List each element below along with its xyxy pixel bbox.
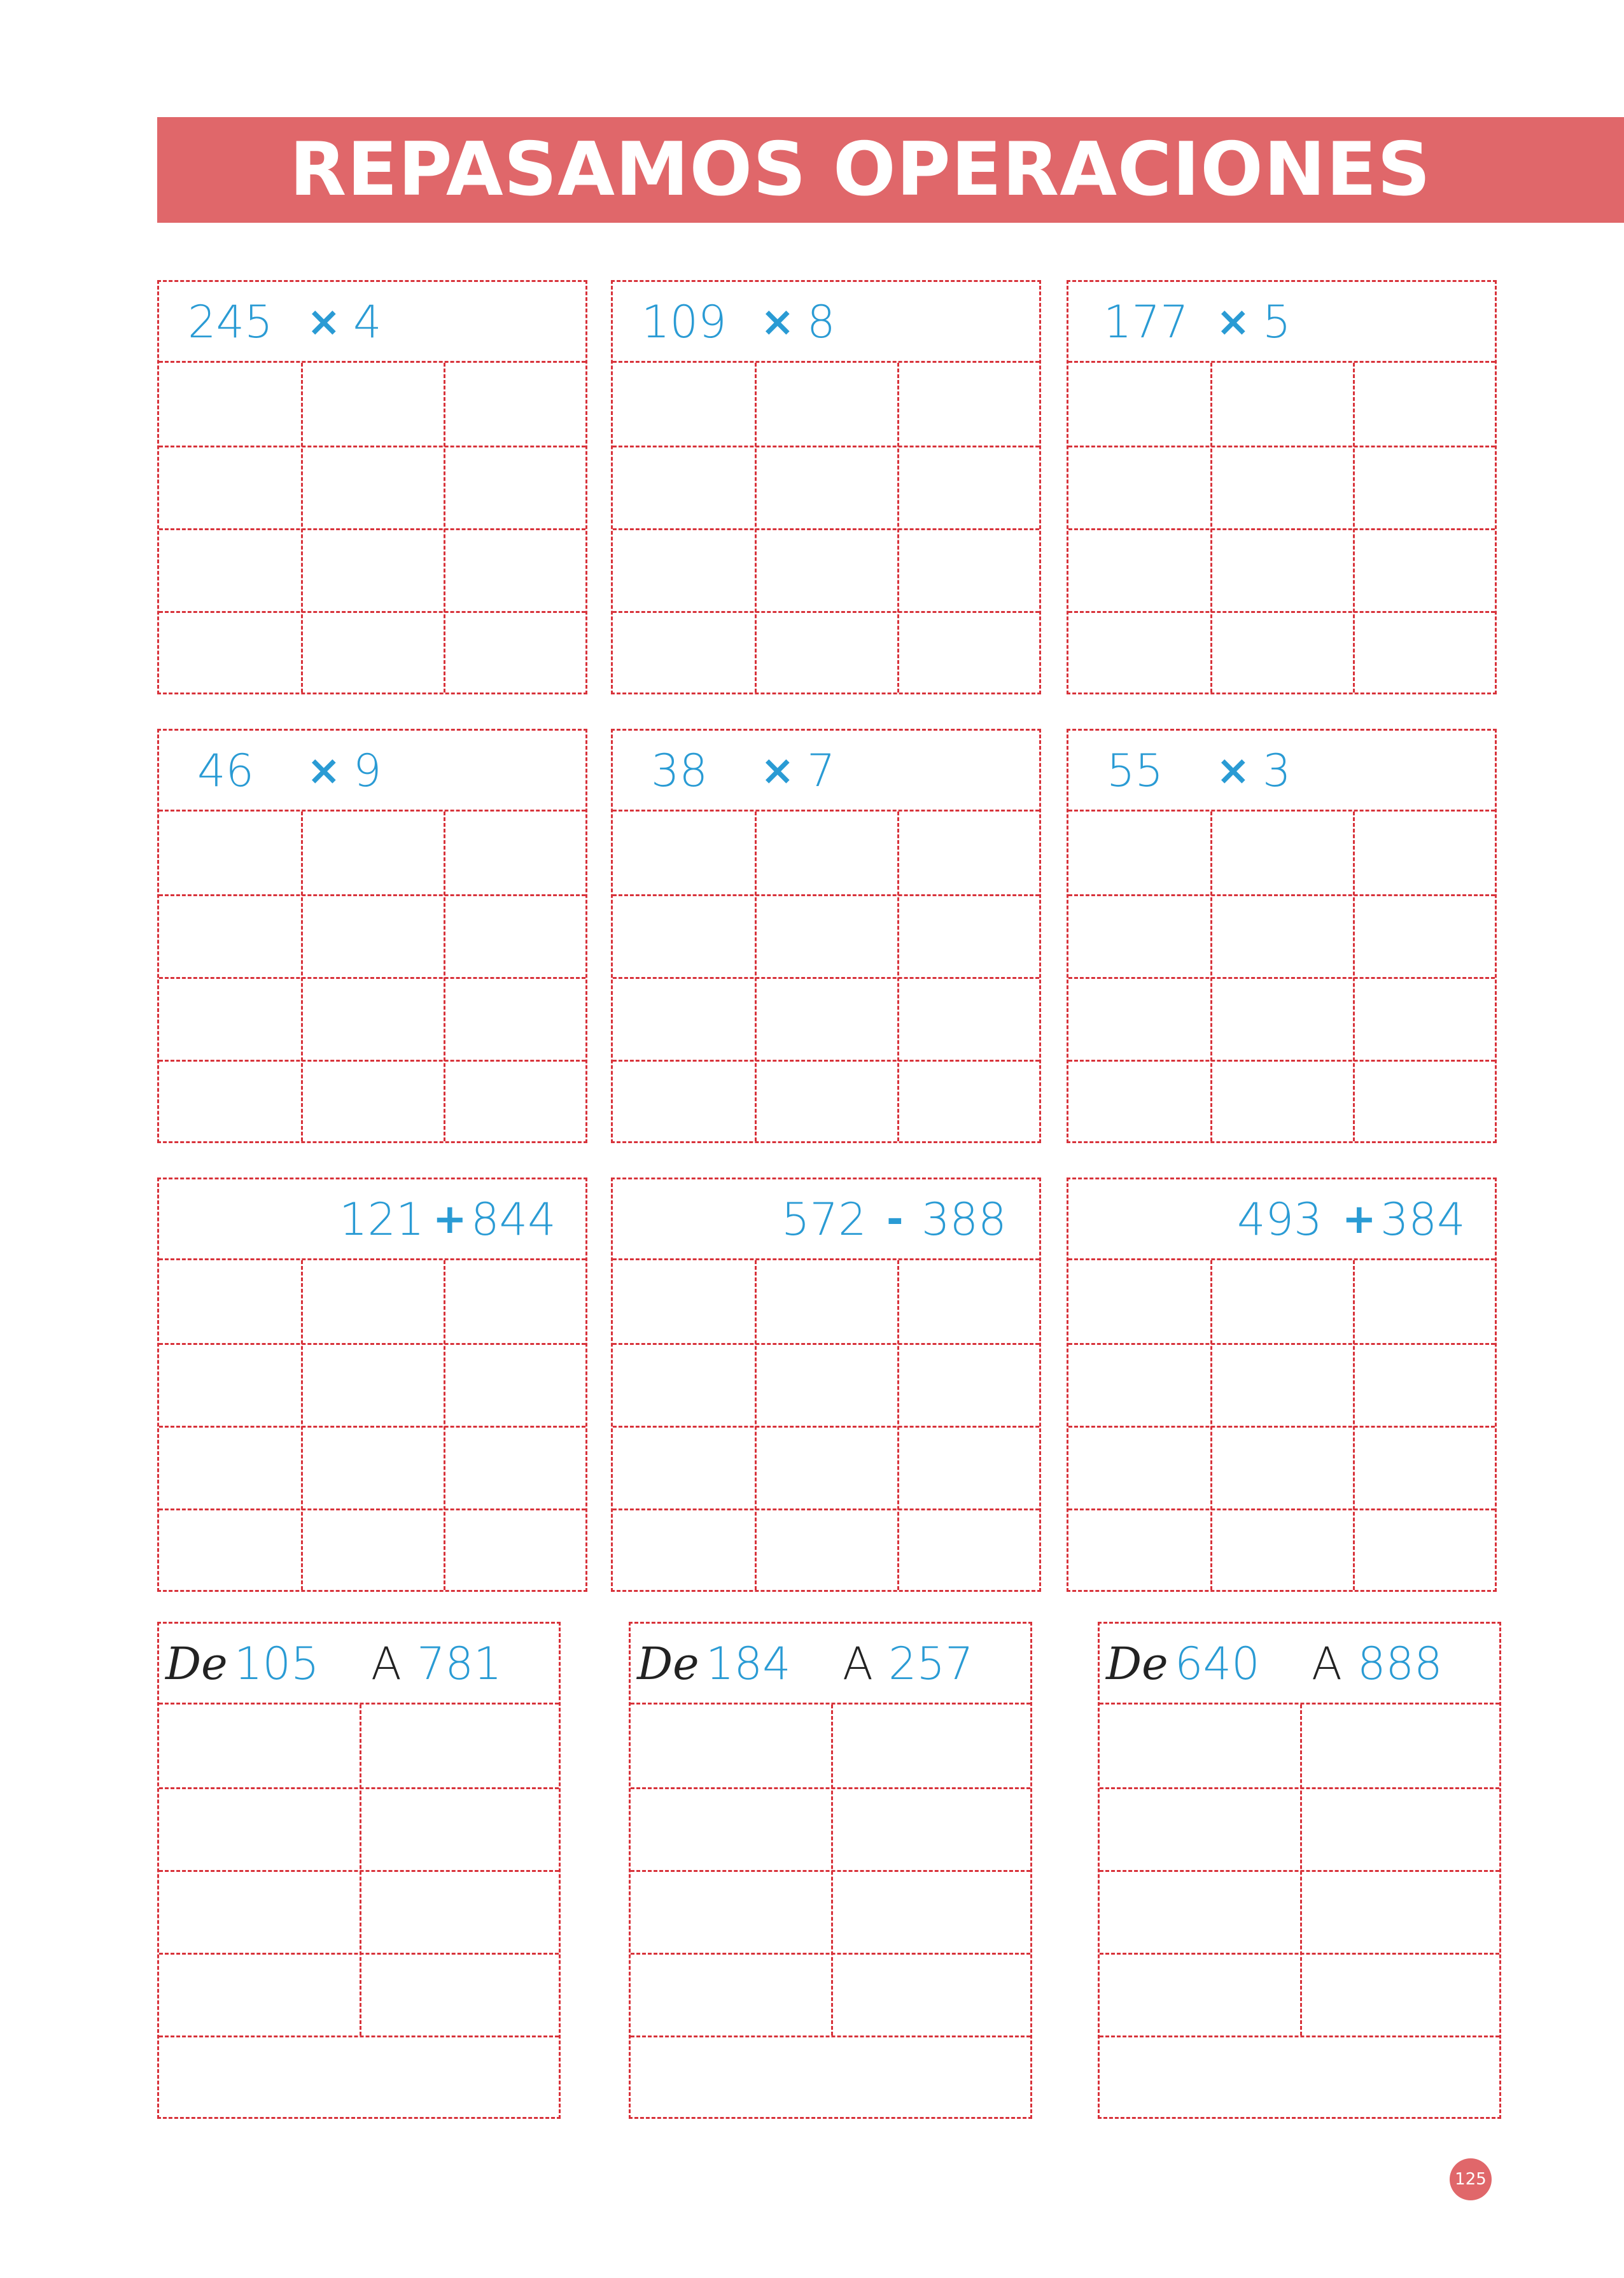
range-to: 888	[1357, 1638, 1443, 1690]
a-label: A	[843, 1638, 873, 1690]
operation-card-mult-1	[157, 280, 587, 694]
operation-card-mult-6	[1067, 729, 1497, 1143]
operand-b: 5	[1263, 296, 1291, 348]
operand-b: 3	[1263, 745, 1291, 797]
operand-a: 493	[1237, 1193, 1322, 1246]
multiply-sign: ×	[1216, 299, 1250, 346]
operand-b: 4	[353, 296, 382, 348]
operand-b: 384	[1380, 1193, 1466, 1246]
operation-card-mult-5	[611, 729, 1041, 1143]
a-label: A	[371, 1638, 402, 1690]
page-number-badge: 125	[1450, 2158, 1492, 2200]
operand-a: 121	[339, 1193, 424, 1246]
multiply-sign: ×	[307, 747, 341, 794]
operand-a: 245	[188, 296, 273, 348]
range-from: 640	[1175, 1638, 1260, 1690]
range-from: 105	[234, 1638, 319, 1690]
operand-a: 109	[641, 296, 727, 348]
operand-a: 38	[651, 745, 708, 797]
operand-a: 46	[197, 745, 255, 797]
operation-card-mult-2	[611, 280, 1041, 694]
operation-card-mult-4	[157, 729, 587, 1143]
range-to: 257	[888, 1638, 974, 1690]
operand-a: 572	[781, 1193, 867, 1246]
de-label: De	[165, 1638, 228, 1690]
range-card-2	[629, 1622, 1032, 2119]
operand-b: 8	[807, 296, 836, 348]
operand-a: 55	[1107, 745, 1164, 797]
plus-sign: +	[433, 1196, 467, 1243]
plus-sign: +	[1342, 1196, 1376, 1243]
de-label: De	[1106, 1638, 1168, 1690]
operation-card-add-1	[157, 1178, 587, 1592]
multiply-sign: ×	[760, 747, 795, 794]
page-title: REPASAMOS OPERACIONES	[290, 127, 1431, 213]
multiply-sign: ×	[307, 299, 341, 346]
multiply-sign: ×	[760, 299, 795, 346]
de-label: De	[637, 1638, 699, 1690]
a-label: A	[1312, 1638, 1342, 1690]
operand-b: 9	[353, 745, 382, 797]
range-from: 184	[706, 1638, 791, 1690]
range-card-1	[157, 1622, 561, 2119]
range-card-3	[1098, 1622, 1501, 2119]
multiply-sign: ×	[1216, 747, 1250, 794]
operand-b: 7	[807, 745, 836, 797]
operand-a: 177	[1103, 296, 1189, 348]
range-to: 781	[417, 1638, 502, 1690]
operand-b: 844	[471, 1193, 556, 1246]
operation-card-sub-1	[611, 1178, 1041, 1592]
operand-b: 388	[921, 1193, 1007, 1246]
operation-card-mult-3	[1067, 280, 1497, 694]
minus-sign: -	[886, 1196, 904, 1243]
operation-card-add-2	[1067, 1178, 1497, 1592]
